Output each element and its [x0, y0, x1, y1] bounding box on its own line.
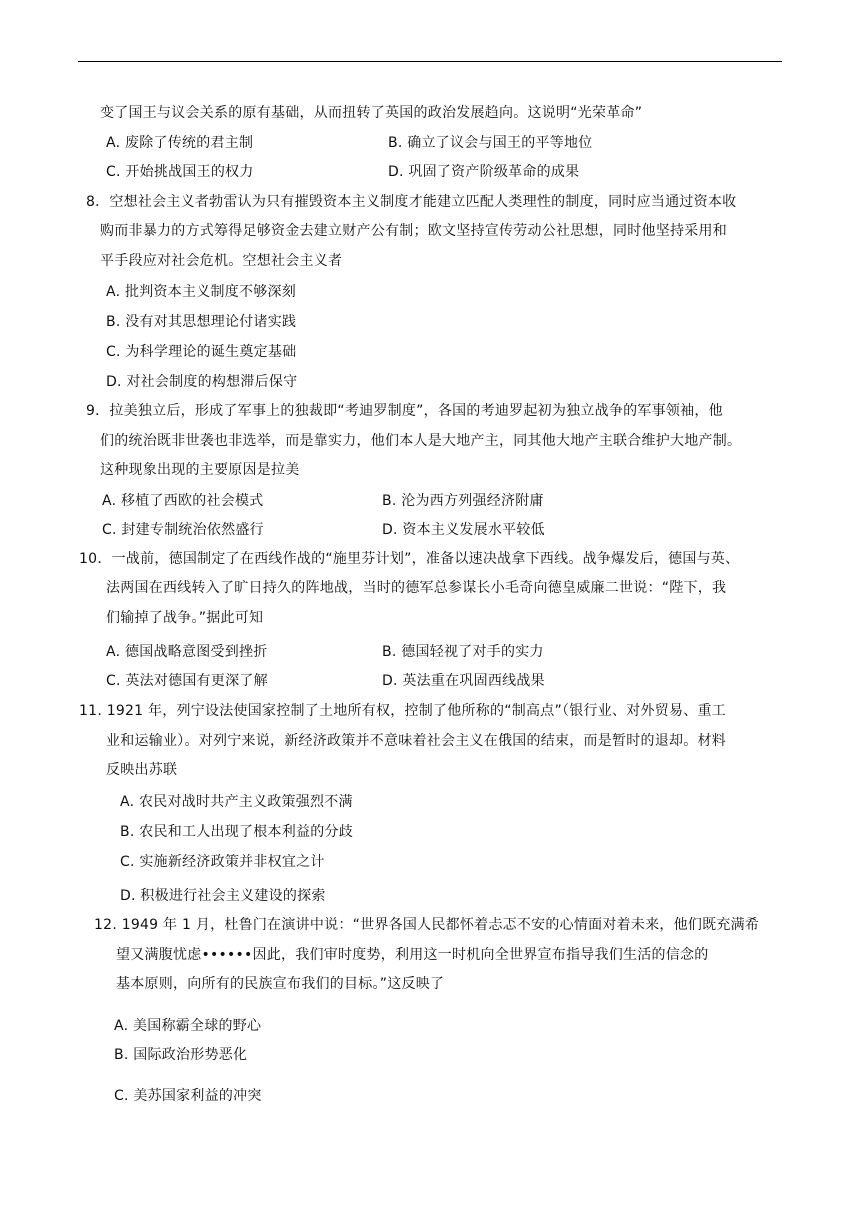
q8-option-d: D. 对社会制度的构想滞后保守 [106, 374, 298, 390]
q11-stem-line2: 业和运输业）。对列宁来说，新经济政策并不意味着社会主义在俄国的结束，而是暂时的退却。材料 [106, 733, 726, 749]
q12-option-b: B. 国际政治形势恶化 [114, 1047, 248, 1063]
q11-option-a: A. 农民对战时共产主义政策强烈不满 [120, 794, 353, 810]
q9-option-a: A. 移植了西欧的社会模式 [102, 493, 264, 509]
q8-stem-line3: 平手段应对社会危机。空想社会主义者 [100, 253, 343, 269]
q10-option-a: A. 德国战略意图受到挫折 [106, 644, 268, 660]
q12-stem-line2: 望又满腹忧虑••••••因此，我们审时度势，利用这一时机向全世界宣布指导我们生活的信念的 [116, 947, 709, 963]
q10-option-c: C. 英法对德国有更深了解 [106, 673, 268, 689]
q7-option-b: B. 确立了议会与国王的平等地位 [388, 135, 593, 151]
q10-stem-line1: 10．一战前，德国制定了在西线作战的“施里芬计划”，准备以速决战拿下西线。战争爆发后，德国与英、 [79, 551, 740, 567]
q8-option-a: A. 批判资本主义制度不够深刻 [106, 284, 296, 300]
q8-option-b: B. 没有对其思想理论付诸实践 [106, 314, 297, 330]
q11-stem-line1: 11. 1921 年，列宁设法使国家控制了土地所有权，控制了他所称的“制高点”（银行业、对外贸易、重工 [79, 703, 727, 719]
q7-option-c: C. 开始挑战国王的权力 [106, 164, 254, 180]
q9-stem-line2: 们的统治既非世袭也非选举，而是靠实力，他们本人是大地产主，同其他大地产主联合维护大地产制。 [100, 433, 742, 449]
q12-stem-line1: 12. 1949 年 1 月，杜鲁门在演讲中说：“世界各国人民都怀着忐忑不安的心情面对着未来，他们既充满希 [94, 917, 760, 933]
q9-stem-line3: 这种现象出现的主要原因是拉美 [100, 462, 300, 478]
q7-stem-tail: 变了国王与议会关系的原有基础，从而扭转了英国的政治发展趋向。这说明“光荣革命” [100, 105, 643, 121]
q8-stem-line2: 购而非暴力的方式筹得足够资金去建立财产公有制；欧文坚持宣传劳动公社思想，同时他坚持采用和 [100, 223, 727, 239]
q8-option-c: C. 为科学理论的诞生奠定基础 [106, 344, 297, 360]
q10-option-d: D. 英法重在巩固西线战果 [382, 673, 545, 689]
q12-stem-line3: 基本原则，向所有的民族宣布我们的目标。”这反映了 [116, 976, 445, 992]
q11-option-d: D. 积极进行社会主义建设的探索 [120, 888, 326, 904]
q10-stem-line2: 法两国在西线转入了旷日持久的阵地战，当时的德军总参谋长小毛奇向德皇威廉二世说：“陛下，我 [106, 580, 727, 596]
q9-option-d: D. 资本主义发展水平较低 [382, 522, 545, 538]
q9-option-c: C. 封建专制统治依然盛行 [102, 522, 264, 538]
q11-option-c: C. 实施新经济政策并非权宜之计 [120, 854, 325, 870]
q10-stem-line3: 们输掉了战争。”据此可知 [106, 610, 264, 626]
q9-option-b: B. 沦为西方列强经济附庸 [382, 493, 544, 509]
q8-stem-line1: 8．空想社会主义者勃雷认为只有摧毁资本主义制度才能建立匹配人类理性的制度，同时应当通过资本收 [86, 194, 737, 210]
q11-option-b: B. 农民和工人出现了根本利益的分歧 [120, 824, 354, 840]
header-rule [78, 61, 782, 62]
q7-option-d: D. 巩固了资产阶级革命的成果 [388, 164, 580, 180]
q10-option-b: B. 德国轻视了对手的实力 [382, 644, 544, 660]
q12-option-a: A. 美国称霸全球的野心 [114, 1018, 262, 1034]
q11-stem-line3: 反映出苏联 [106, 762, 178, 778]
q9-stem-line1: 9．拉美独立后，形成了军事上的独裁即“考迪罗制度”，各国的考迪罗起初为独立战争的军事领袖，他 [86, 403, 723, 419]
q7-option-a: A. 废除了传统的君主制 [106, 135, 254, 151]
q12-option-c: C. 美苏国家利益的冲突 [114, 1088, 262, 1104]
